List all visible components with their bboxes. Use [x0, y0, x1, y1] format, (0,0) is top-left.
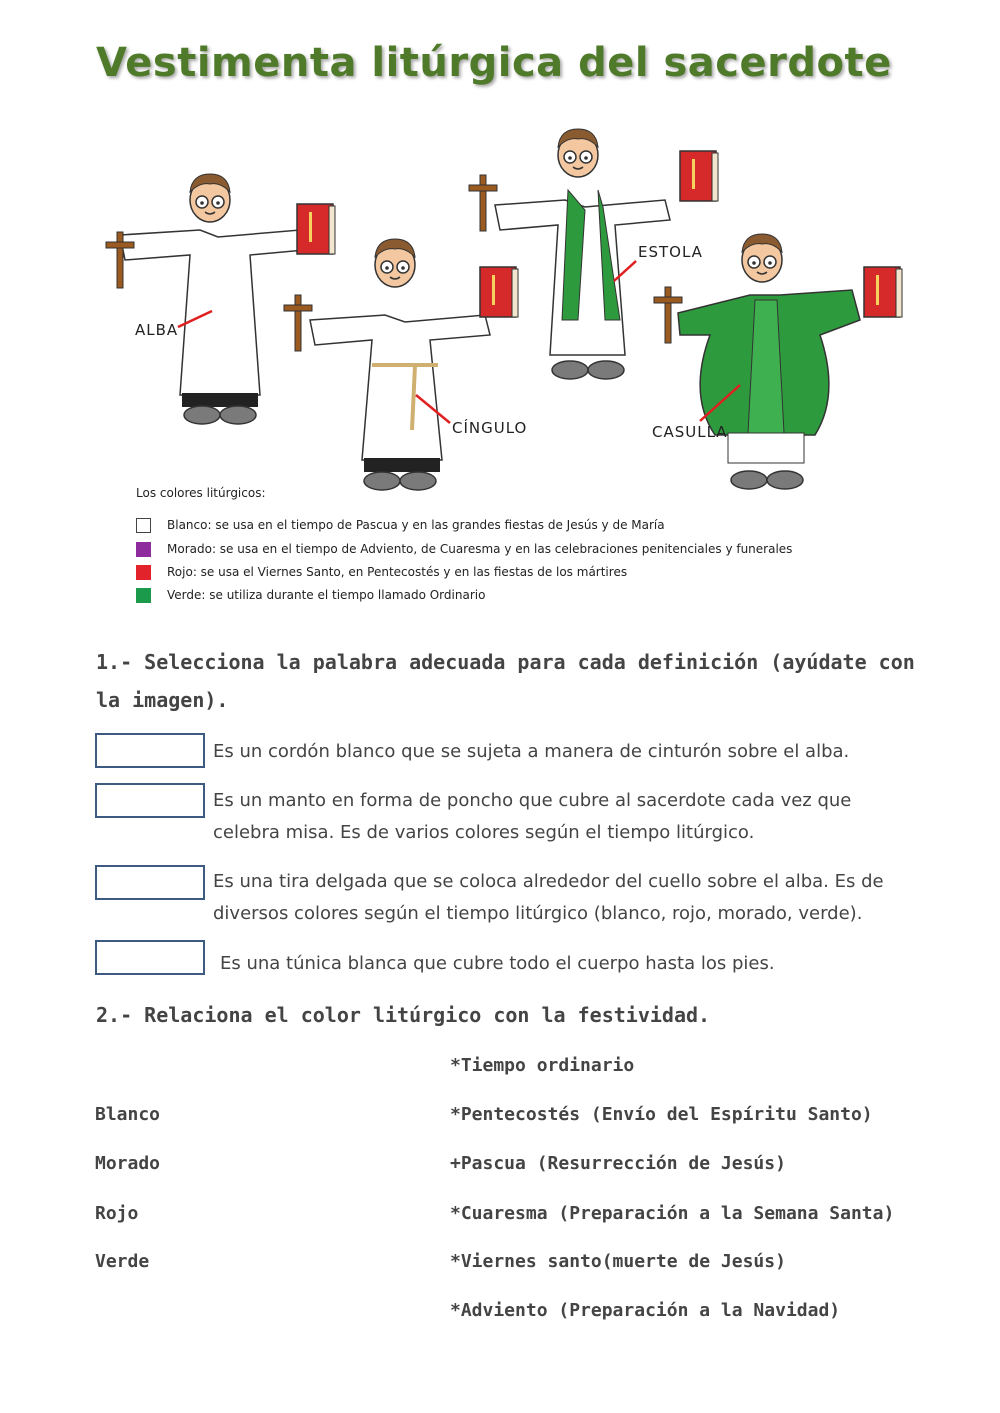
legend-text: Morado: se usa en el tiempo de Adviento, de Cuaresma y en las celebraciones penitenciales y funerales: [167, 542, 793, 556]
color-swatch: [136, 542, 151, 557]
festivity-viernes-santo[interactable]: *Viernes santo(muerte de Jesús): [450, 1251, 786, 1272]
priest-cingulo: [284, 239, 518, 490]
color-rojo[interactable]: Rojo: [95, 1203, 139, 1224]
vestments-illustration: [100, 115, 920, 505]
festivity-cuaresma[interactable]: *Cuaresma (Preparación a la Semana Santa): [450, 1203, 895, 1224]
legend-text: Blanco: se usa en el tiempo de Pascua y en las grandes fiestas de Jesús y de María: [167, 518, 665, 532]
label-alba: ALBA: [135, 321, 179, 339]
page-title: Vestimenta litúrgica del sacerdote: [96, 40, 892, 86]
definition-3: Es una tira delgada que se coloca alrededor del cuello sobre el alba. Es de diversos colores según el tiempo litúrgico (blanco, rojo, morado, verde).: [213, 871, 884, 924]
priest-casulla: [654, 234, 902, 489]
label-estola: ESTOLA: [638, 243, 703, 261]
legend-title: Los colores litúrgicos:: [136, 486, 266, 500]
answer-box-3[interactable]: [95, 865, 205, 900]
answer-box-4[interactable]: [95, 940, 205, 975]
legend-item-blanco: [136, 516, 665, 534]
color-swatch: [136, 565, 151, 580]
color-swatch: [136, 518, 151, 533]
question-1-heading: 1.- Selecciona la palabra adecuada para cada definición (ayúdate con la imagen).: [96, 650, 915, 712]
legend-item-verde: [136, 586, 485, 604]
color-blanco[interactable]: Blanco: [95, 1104, 161, 1125]
legend-text: Verde: se utiliza durante el tiempo llamado Ordinario: [167, 588, 486, 602]
definition-2: Es un manto en forma de poncho que cubre al sacerdote cada vez que celebra misa. Es de varios colores según el tiempo litúrgico.: [213, 790, 852, 843]
color-verde[interactable]: Verde: [95, 1251, 150, 1272]
answer-box-2[interactable]: [95, 783, 205, 818]
legend-item-morado: [136, 540, 792, 558]
answer-box-1[interactable]: [95, 733, 205, 768]
festivity-tiempo-ordinario[interactable]: *Tiempo ordinario: [450, 1055, 635, 1076]
label-casulla: CASULLA: [652, 423, 728, 441]
color-swatch: [136, 588, 151, 603]
festivity-pentecostes[interactable]: *Pentecostés (Envío del Espíritu Santo): [450, 1104, 873, 1125]
definition-1: Es un cordón blanco que se sujeta a manera de cinturón sobre el alba.: [213, 741, 850, 762]
question-2-heading: 2.- Relaciona el color litúrgico con la festividad.: [96, 1003, 711, 1027]
label-cingulo: CÍNGULO: [452, 419, 528, 437]
legend-item-rojo: [136, 563, 627, 581]
legend-text: Rojo: se usa el Viernes Santo, en Pentecostés y en las fiestas de los mártires: [167, 565, 628, 579]
definition-4: Es una túnica blanca que cubre todo el cuerpo hasta los pies.: [220, 953, 775, 974]
festivity-pascua[interactable]: +Pascua (Resurrección de Jesús): [450, 1153, 786, 1174]
color-morado[interactable]: Morado: [95, 1153, 161, 1174]
festivity-adviento[interactable]: *Adviento (Preparación a la Navidad): [450, 1300, 841, 1321]
